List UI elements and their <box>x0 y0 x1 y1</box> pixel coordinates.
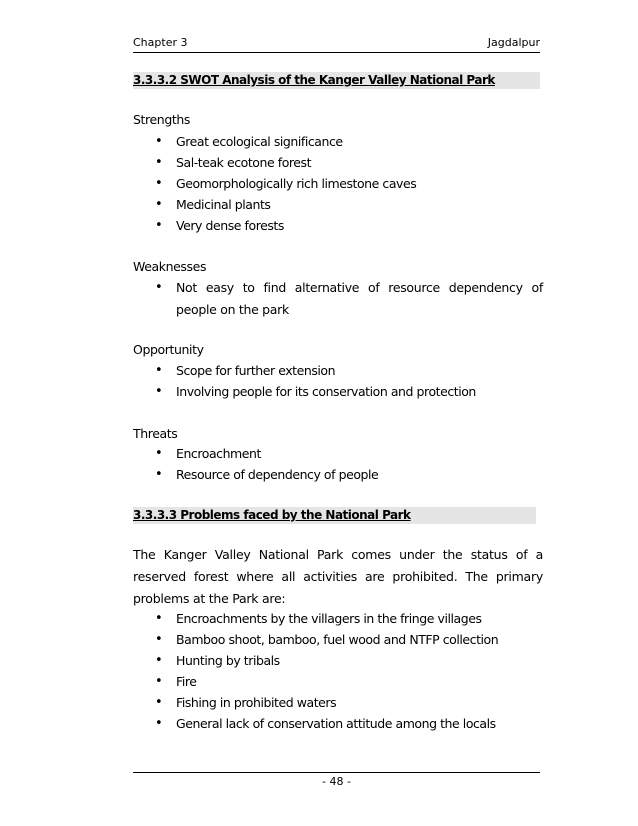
threats-list <box>133 443 543 485</box>
opportunity-label: Opportunity <box>133 342 204 357</box>
swot-heading-text: 3.3.3.2 SWOT Analysis of the Kanger Valley National Park <box>133 73 495 87</box>
list-item: • Encroachment <box>133 443 543 464</box>
opportunity-list <box>133 360 543 402</box>
swot-heading <box>133 72 540 89</box>
list-item: • Very dense forests <box>133 215 543 236</box>
problems-list <box>133 608 543 734</box>
list-item: • Resource of dependency of people <box>133 464 543 485</box>
list-item: • Fishing in prohibited waters <box>133 692 543 713</box>
list-item: • Bamboo shoot, bamboo, fuel wood and NTFP collection <box>133 629 543 650</box>
threats-label: Threats <box>133 426 178 441</box>
list-item: • Medicinal plants <box>133 194 543 215</box>
list-item: • Not easy to find alternative of resource dependency of people on the park <box>133 277 543 321</box>
chapter-label: Chapter 3 <box>133 36 188 49</box>
list-item: • Scope for further extension <box>133 360 543 381</box>
problems-heading <box>133 507 536 524</box>
weaknesses-list <box>133 277 543 321</box>
list-item: • Encroachments by the villagers in the fringe villages <box>133 608 543 629</box>
strengths-list <box>133 131 543 236</box>
list-item: • Geomorphologically rich limestone caves <box>133 173 543 194</box>
list-item: • Sal-teak ecotone forest <box>133 152 543 173</box>
place-label: Jagdalpur <box>487 36 540 49</box>
list-item: • Hunting by tribals <box>133 650 543 671</box>
list-item: • General lack of conservation attitude among the locals <box>133 713 543 734</box>
problems-paragraph: The Kanger Valley National Park comes under the status of a reserved forest where all activities are prohibited. The primary problems at the Park are: <box>133 547 543 606</box>
page-number: - 48 - <box>322 775 351 788</box>
list-item: • Involving people for its conservation and protection <box>133 381 543 402</box>
footer-divider <box>133 772 540 773</box>
page-header <box>133 36 540 53</box>
strengths-label: Strengths <box>133 112 190 127</box>
list-item: • Great ecological significance <box>133 131 543 152</box>
weaknesses-label: Weaknesses <box>133 259 207 274</box>
problems-heading-text: 3.3.3.3 Problems faced by the National Park <box>133 508 411 522</box>
list-item: • Fire <box>133 671 543 692</box>
